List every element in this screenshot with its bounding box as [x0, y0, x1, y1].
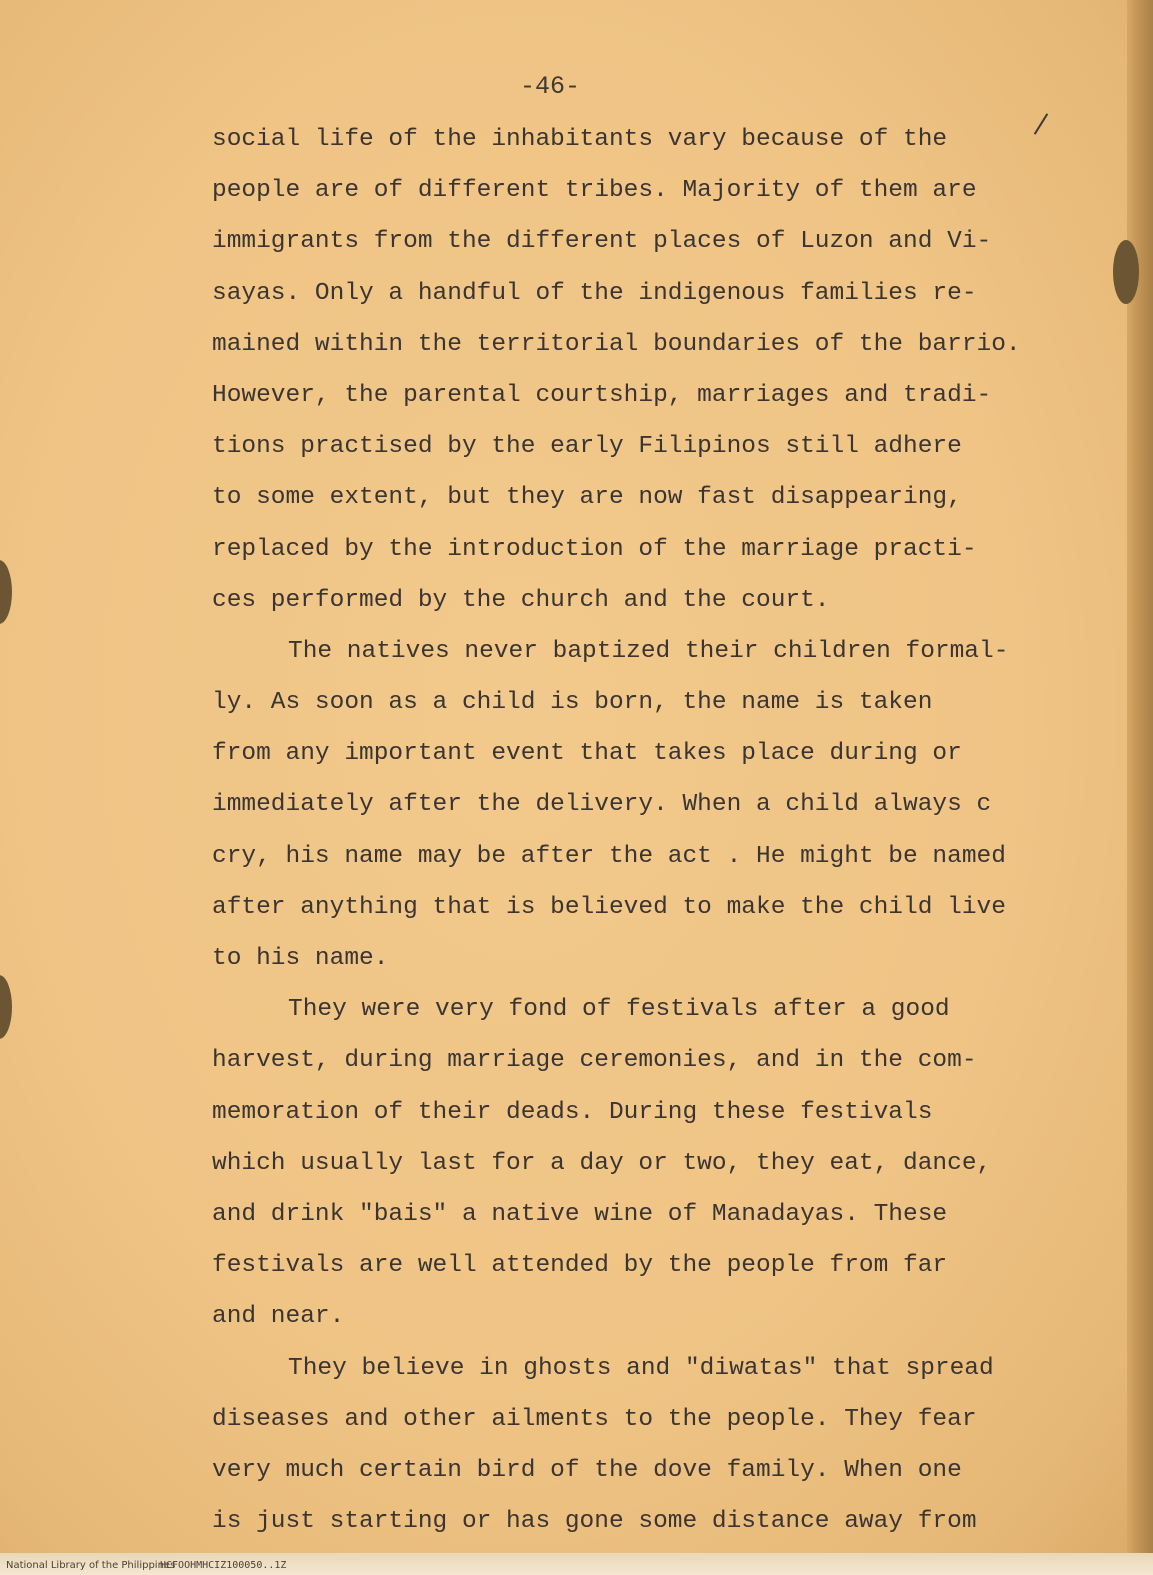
- text-line: tions practised by the early Filipinos still adhere: [212, 433, 962, 461]
- text-line: They believe in ghosts and "diwatas" that spread: [288, 1354, 994, 1382]
- text-line: ces performed by the church and the court.: [212, 586, 830, 614]
- text-line: However, the parental courtship, marriages and tradi-: [212, 381, 992, 409]
- scan-id: HCFOOHMHCIZ100050..1Z: [160, 1560, 287, 1571]
- text-line: immediately after the delivery. When a child always c: [212, 791, 992, 819]
- text-line: memoration of their deads. During these festivals: [212, 1098, 933, 1126]
- text-line: from any important event that takes place during or: [212, 740, 962, 768]
- text-line: which usually last for a day or two, they eat, dance,: [212, 1149, 992, 1177]
- text-line: They were very fond of festivals after a good: [288, 996, 950, 1024]
- text-line: people are of different tribes. Majority of them are: [212, 177, 977, 205]
- text-line: sayas. Only a handful of the indigenous families re-: [212, 279, 977, 307]
- text-line: festivals are well attended by the people from far: [212, 1252, 948, 1280]
- text-line: replaced by the introduction of the marriage practi-: [212, 535, 977, 563]
- text-line: after anything that is believed to make the child live: [212, 893, 1006, 921]
- text-line: diseases and other ailments to the people. They fear: [212, 1405, 977, 1433]
- text-line: and near.: [212, 1303, 345, 1331]
- text-line: The natives never baptized their children formal-: [288, 637, 1009, 665]
- text-line: is just starting or has gone some distance away from: [212, 1508, 977, 1536]
- text-line: social life of the inhabitants vary because of the: [212, 126, 948, 153]
- text-line: ly. As soon as a child is born, the name is taken: [212, 689, 933, 717]
- page-number: -46-: [519, 72, 580, 101]
- text-line: to his name.: [212, 945, 389, 972]
- text-line: very much certain bird of the dove family. When one: [212, 1456, 962, 1484]
- library-credit: National Library of the Philippines: [6, 1560, 176, 1571]
- punch-hole: [0, 560, 12, 624]
- text-line: to some extent, but they are now fast disappearing,: [212, 484, 962, 512]
- binding-hole: [1113, 240, 1139, 304]
- text-line: immigrants from the different places of Luzon and Vi-: [212, 228, 992, 256]
- binding-edge: [1127, 0, 1153, 1575]
- text-line: cry, his name may be after the act . He might be named: [212, 842, 1006, 870]
- body-text: [212, 114, 1042, 1547]
- text-line: and drink "bais" a native wine of Manadayas. These: [212, 1200, 948, 1228]
- text-line: mained within the territorial boundaries of the barrio.: [212, 330, 1021, 358]
- punch-hole: [0, 975, 12, 1039]
- text-line: harvest, during marriage ceremonies, and in the com-: [212, 1047, 977, 1075]
- scan-footer: [0, 1553, 1153, 1575]
